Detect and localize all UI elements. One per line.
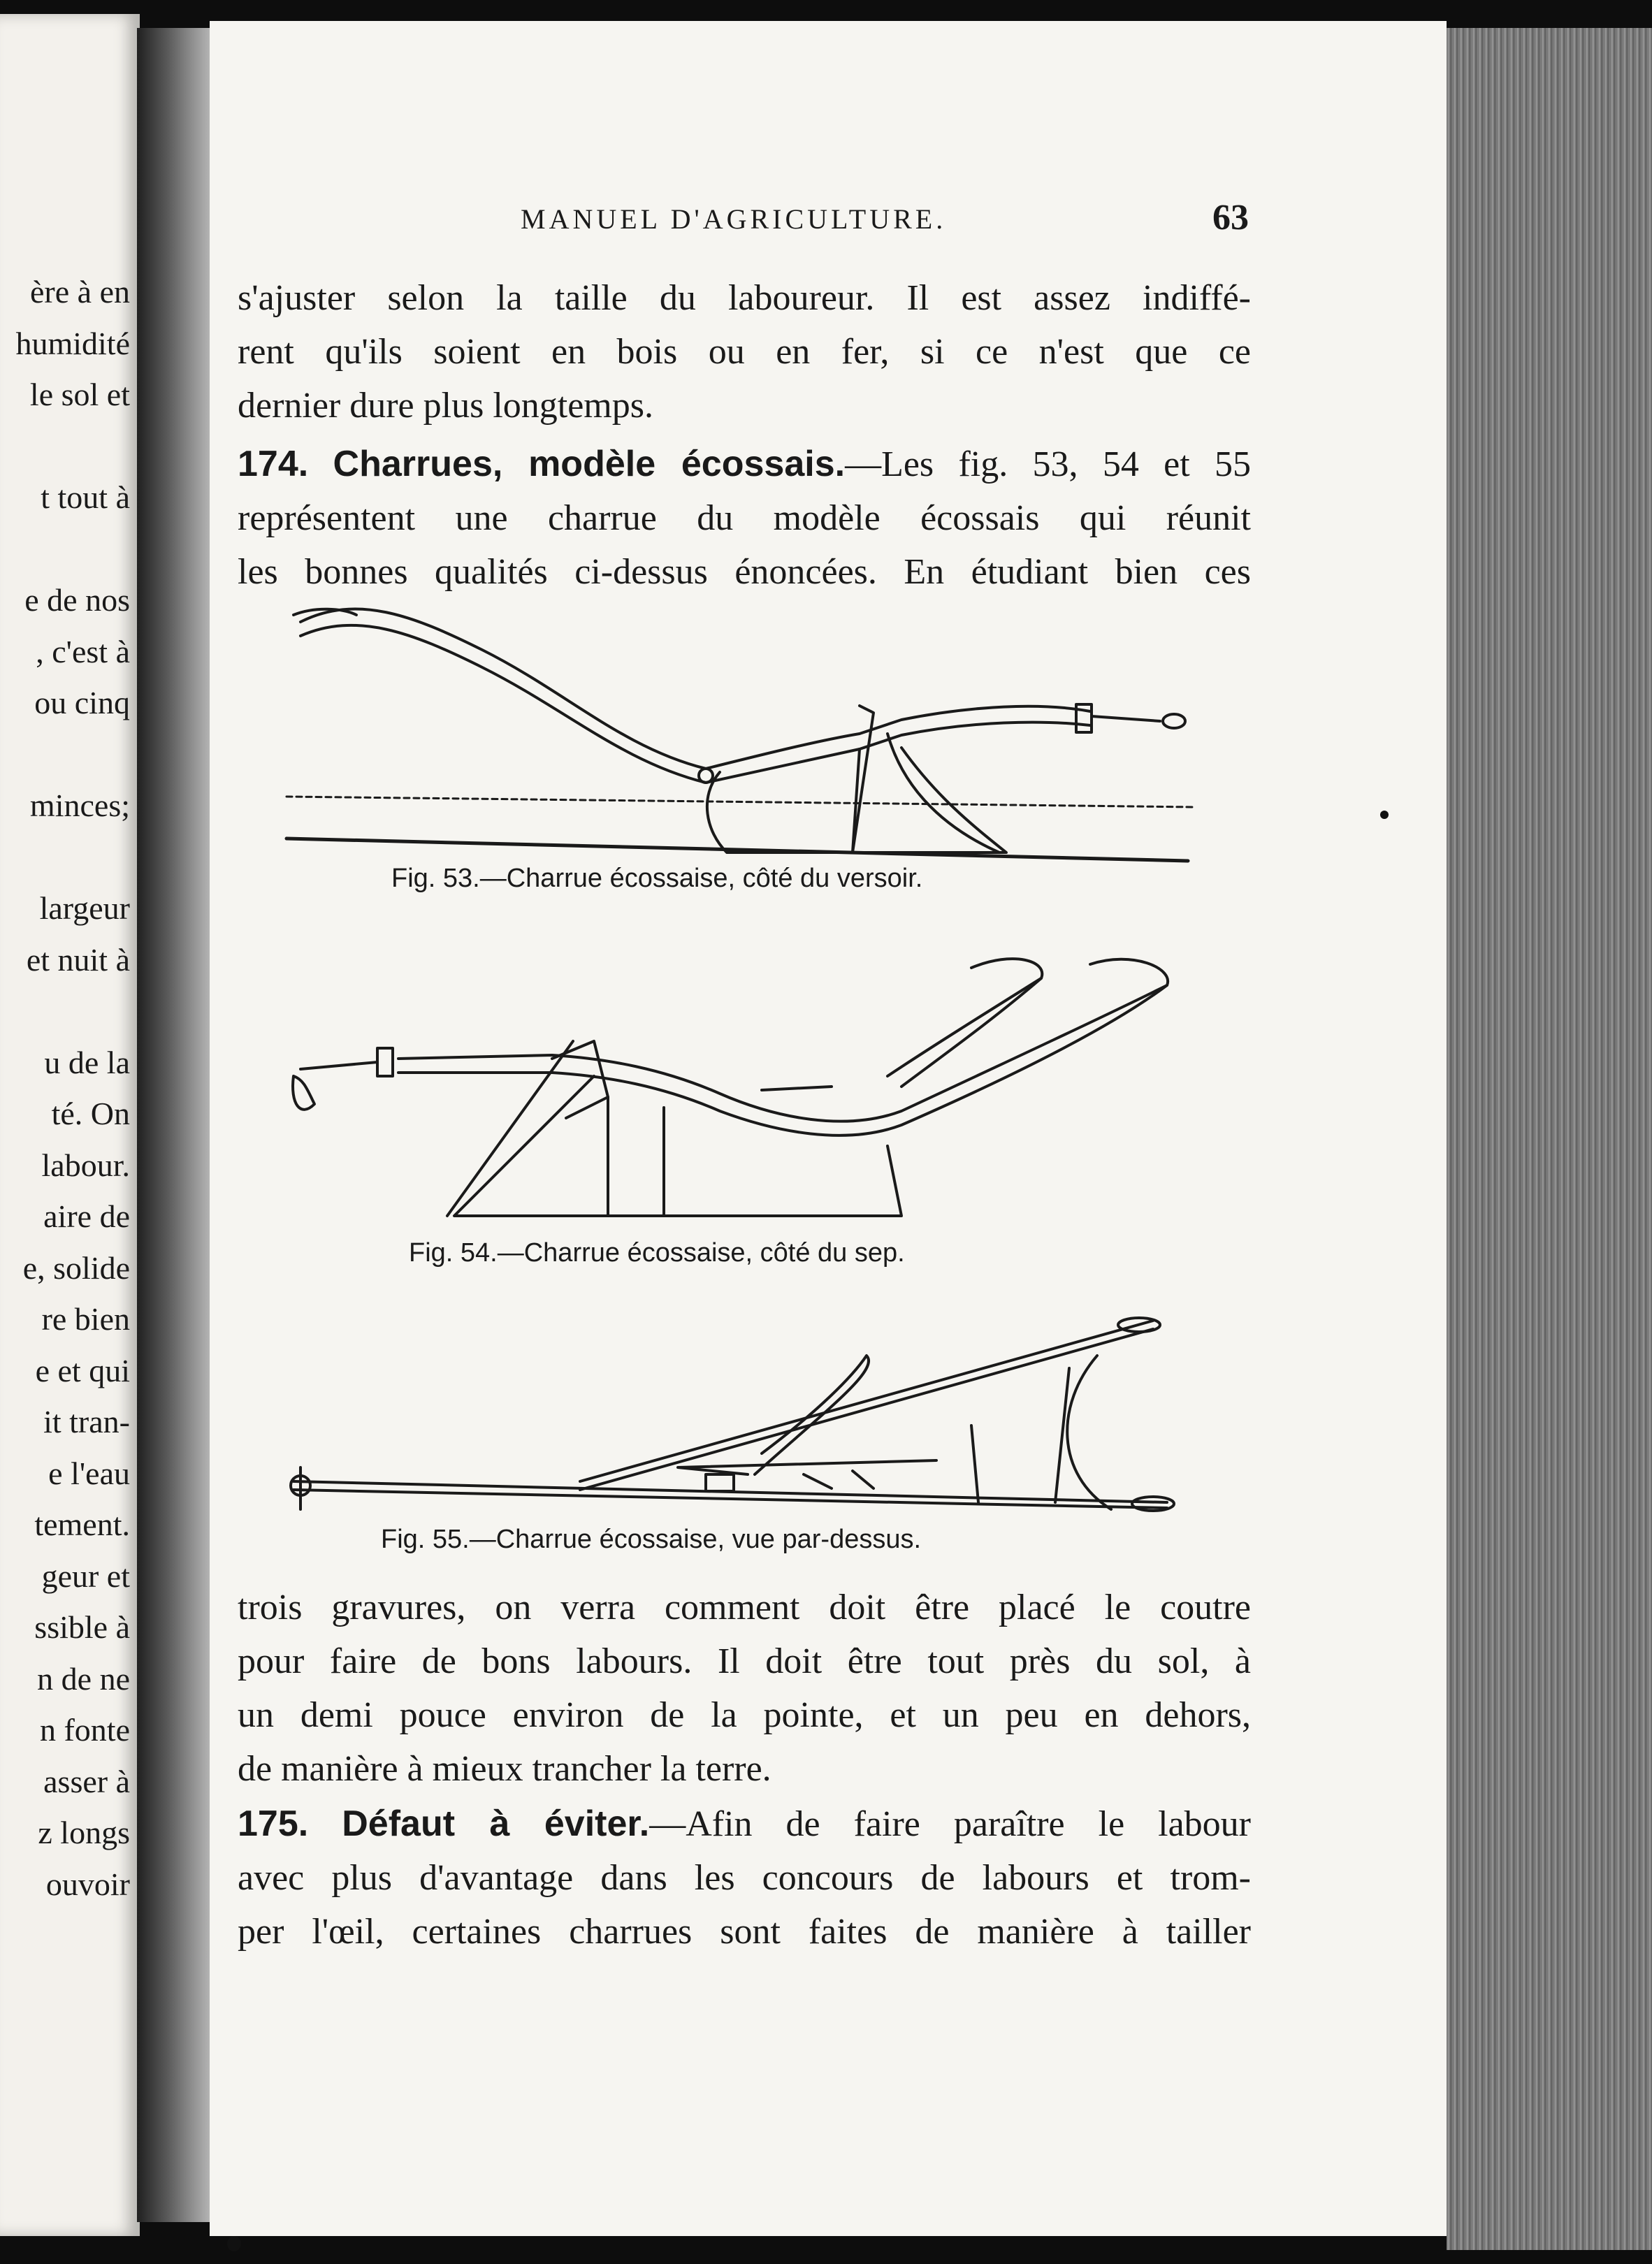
left-page-line: e l'eau: [48, 1455, 130, 1491]
left-page-line: geur et: [41, 1558, 130, 1594]
left-page-line: tement.: [34, 1507, 130, 1542]
section-title: Défaut à éviter.: [342, 1804, 650, 1844]
text-line: s'ajuster selon la taille du laboureur. Il est assez indiffé-: [238, 278, 1251, 318]
left-page-line: humidité: [15, 325, 130, 361]
left-page-line: re bien: [41, 1301, 130, 1337]
section-first-line-text: —Afin de faire paraître le labour: [649, 1804, 1251, 1844]
section-number: 174.: [238, 444, 309, 484]
left-page-line: asser à: [43, 1763, 130, 1799]
text-line: dernier dure plus longtemps.: [238, 386, 653, 426]
left-page-line: e et qui: [35, 1352, 130, 1388]
left-page-line: et nuit à: [26, 941, 130, 978]
book-gutter: [137, 28, 214, 2222]
figure-55-caption: Fig. 55.—Charrue écossaise, vue par-dessus.: [381, 1525, 922, 1554]
left-page-line: n fonte: [39, 1712, 130, 1748]
text-line: de manière à mieux trancher la terre.: [238, 1749, 771, 1789]
text-line: pour faire de bons labours. Il doit être tout près du sol, à: [238, 1641, 1251, 1681]
left-page-line: e, solide: [22, 1249, 130, 1286]
text-line: avec plus d'avantage dans les concours de labours et trom-: [238, 1858, 1251, 1898]
text-line: trois gravures, on verra comment doit être placé le coutre: [238, 1588, 1251, 1627]
left-page-line: it tran-: [43, 1404, 130, 1439]
left-page-line: ère à en: [30, 274, 130, 310]
section-heading-line: [238, 437, 1251, 491]
figure-54-caption: Fig. 54.—Charrue écossaise, côté du sep.: [409, 1238, 905, 1268]
paragraph-after-figures: [238, 1581, 1251, 1796]
left-page-line: ou cinq: [34, 685, 130, 720]
left-page-line: minces;: [29, 788, 130, 823]
left-page-line: té. On: [51, 1096, 130, 1131]
left-page-line: ssible à: [34, 1609, 130, 1645]
running-head: MANUEL D'AGRICULTURE.: [521, 203, 947, 235]
figure-53-plough-mouldboard-side: [273, 587, 1202, 866]
section-heading-line: [238, 1797, 1251, 1851]
figure-53-caption: Fig. 53.—Charrue écossaise, côté du versoir.: [391, 864, 923, 893]
page-edges: [1447, 28, 1652, 2250]
text-line: représentent une charrue du modèle écossais qui réunit: [238, 498, 1251, 538]
text-line: un demi pouce environ de la pointe, et un peu en dehors,: [238, 1695, 1251, 1735]
figure-55-plough-top-view: [273, 1300, 1202, 1530]
left-page-line: aire de: [43, 1198, 130, 1234]
page-number: 63: [1212, 198, 1249, 238]
section-first-line-text: —Les fig. 53, 54 et 55: [845, 444, 1252, 484]
paragraph-intro: [238, 271, 1251, 433]
left-page-line: z longs: [38, 1815, 130, 1850]
text-line: les bonnes qualités ci-dessus énoncées. En étudiant bien ces: [238, 552, 1251, 592]
section-175: [238, 1797, 1251, 1959]
left-page-line: t tout à: [41, 479, 130, 515]
left-page-line: , c'est à: [36, 633, 130, 669]
scan-speck: [1380, 811, 1389, 819]
left-page-line: labour.: [41, 1147, 130, 1183]
scan-speck: [227, 2236, 241, 2251]
left-page-line: e de nos: [24, 582, 130, 618]
text-line: rent qu'ils soient en bois ou en fer, si ce n'est que ce: [238, 332, 1251, 372]
section-174: [238, 437, 1251, 599]
section-number: 175.: [238, 1804, 309, 1844]
left-page-line: largeur: [39, 890, 130, 926]
left-page-line: n de ne: [37, 1660, 130, 1697]
left-page-line: ouvoir: [45, 1866, 130, 1902]
left-facing-page: [0, 14, 140, 2236]
text-line: per l'œil, certaines charrues sont faites de manière à tailler: [238, 1912, 1251, 1952]
left-page-line: u de la: [44, 1044, 130, 1080]
left-page-line: le sol et: [29, 377, 130, 412]
figure-54-plough-landside: [273, 936, 1202, 1237]
section-title: Charrues, modèle écossais.: [333, 444, 846, 484]
